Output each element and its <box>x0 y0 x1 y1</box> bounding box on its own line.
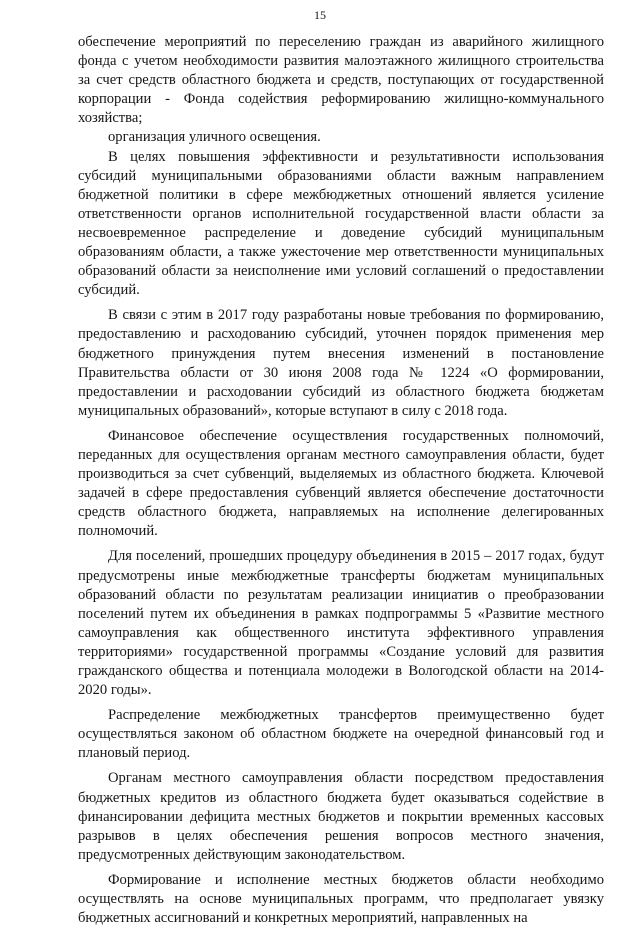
paragraph-merged-settlements: Для поселений, прошедших процедуру объединения в 2015 – 2017 годах, будут предусмотрены иные межбюджетные трансферты бюджетам муниципальных образований области по результатам реализации инициатив о преобразовании поселений путем их объединения в рамках подпрограммы 5 «Развитие местного самоуправления как общественного института эффективного управления территориями» государственной программы «Создание условий для развития гражданского общества и потенциала молодежи в Вологодской области на 2014-2020 годы». <box>78 548 604 699</box>
paragraph-budget-credits: Органам местного самоуправления области посредством предоставления бюджетных кредитов из областного бюджета будет оказываться содействие в финансировании дефицита местных бюджетов и покрытии временных кассовых разрывов в целях обеспечения решения вопросов местного значения, предусмотренных действующим законодательством. <box>78 770 604 863</box>
document-body <box>78 33 604 928</box>
paragraph-financial-support: Финансовое обеспечение осуществления государственных полномочий, переданных для осуществления органам местного самоуправления области, будет производиться за счет субвенций, выделяемых из областного бюджета. Ключевой задачей в сфере предоставления субвенций является обеспечение достаточности средств областного бюджета, направляемых на исполнение делегированных полномочий. <box>78 427 604 540</box>
paragraph-street-lighting: организация уличного освещения. <box>108 129 321 146</box>
paragraph-new-requirements: В связи с этим в 2017 году разработаны новые требования по формированию, предоставлению и расходованию субсидий, уточнен порядок применения мер бюджетного принуждения путем внесения изменений в постановление Правительства области от 30 июня 2008 года № 1224 «О формировании, предоставлении и расходовании субсидий из областного бюджета бюджетам муниципальных образований», которые вступают в силу с 2018 года. <box>78 307 604 419</box>
page-number: 15 <box>314 8 326 22</box>
paragraph-resettlement: обеспечение мероприятий по переселению граждан из аварийного жилищного фонда с учетом необходимости развития малоэтажного жилищного строительства за счет средств областного бюджета и средств, поступающих от государственной корпорации - Фонда содействия реформированию жилищно-коммунального хозяйства; <box>78 34 604 127</box>
paragraph-municipal-programs: Формирование и исполнение местных бюджетов области необходимо осуществлять на основе муниципальных программ, что предполагает увязку бюджетных ассигнований и конкретных мероприятий, направленных на <box>78 871 604 927</box>
paragraph-transfer-distribution: Распределение межбюджетных трансфертов преимущественно будет осуществляться законом об областном бюджете на очередной финансовый год и плановый период. <box>78 707 604 762</box>
paragraph-subsidy-efficiency: В целях повышения эффективности и результативности использования субсидий муниципальными образованиями области важным направлением бюджетной политики в сфере межбюджетных отношений является усиление ответственности органов исполнительной государственной власти области за несвоевременное распределение и доведение субсидий муниципальным образованиям области, а также ужесточение мер ответственности муниципальных образований области за неисполнение ими условий соглашений о предоставлении субсидий. <box>78 148 604 299</box>
